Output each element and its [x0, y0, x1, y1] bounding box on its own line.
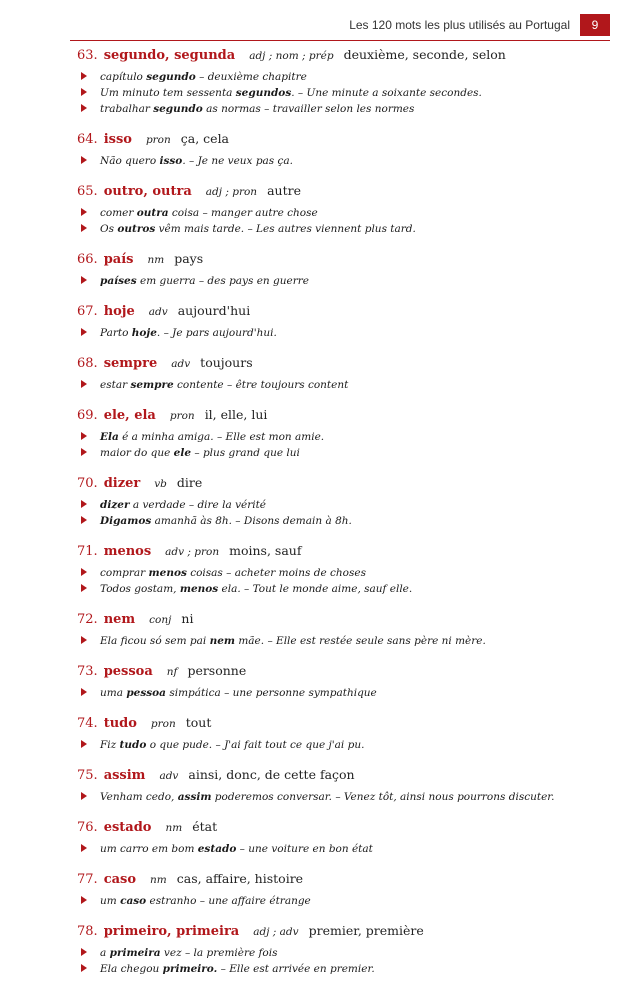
entry-headword-line — [77, 611, 597, 635]
vocab-entry — [77, 923, 597, 979]
entry-number: 70. — [77, 476, 98, 491]
example-segment: Não quero — [100, 155, 160, 167]
bullet-arrow-icon — [81, 448, 87, 456]
example-text — [100, 499, 266, 511]
entry-number: 76. — [77, 820, 98, 835]
example-segment: Venham cedo, — [100, 791, 178, 803]
entry-headword-line — [77, 543, 597, 567]
bullet-arrow-icon — [81, 636, 87, 644]
entry-number: 75. — [77, 768, 98, 783]
entry-headword-line — [77, 819, 597, 843]
example-line — [81, 843, 597, 859]
example-keyword: segundo — [146, 71, 196, 83]
entry-headword-line — [77, 767, 597, 791]
part-of-speech: adv — [159, 770, 179, 782]
vocab-entry — [77, 715, 597, 755]
translation: moins, sauf — [229, 543, 302, 558]
example-segment: coisa – manger autre chose — [168, 207, 318, 219]
translation: ainsi, donc, de cette façon — [188, 767, 355, 782]
headword: isso — [103, 132, 132, 147]
example-segment: Todos gostam, — [100, 583, 180, 595]
example-segment: . – Je pars aujourd'hui. — [156, 327, 277, 339]
page-number: 9 — [580, 14, 610, 36]
example-segment: maior do que — [100, 447, 174, 459]
example-keyword: outros — [117, 223, 156, 235]
entry-number: 71. — [77, 544, 98, 559]
example-keyword: menos — [148, 567, 187, 579]
entry-headword-line — [77, 663, 597, 687]
example-segment: simpática – une personne sympathique — [165, 687, 377, 699]
vocab-entry — [77, 183, 597, 239]
entry-number: 65. — [77, 184, 98, 199]
translation: ni — [181, 611, 194, 626]
example-line — [81, 895, 597, 911]
example-segment: – plus grand que lui — [191, 447, 300, 459]
translation: aujourd'hui — [177, 303, 251, 318]
example-text — [100, 431, 324, 443]
example-keyword: isso — [159, 155, 183, 167]
example-keyword: caso — [120, 895, 147, 907]
bullet-arrow-icon — [81, 72, 87, 80]
example-line — [81, 583, 597, 599]
example-line — [81, 947, 597, 963]
example-keyword: tudo — [119, 739, 147, 751]
page-header — [0, 14, 638, 36]
bullet-arrow-icon — [81, 500, 87, 508]
bullet-arrow-icon — [81, 844, 87, 852]
example-text — [100, 739, 364, 751]
part-of-speech: nf — [166, 666, 178, 678]
bullet-arrow-icon — [81, 380, 87, 388]
entry-headword-line — [77, 407, 597, 431]
vocab-entry — [77, 303, 597, 343]
example-keyword: dizer — [100, 499, 130, 511]
headword: dizer — [103, 476, 141, 491]
example-text — [100, 103, 414, 115]
example-line — [81, 515, 597, 531]
bullet-arrow-icon — [81, 224, 87, 232]
translation: état — [192, 819, 218, 834]
bullet-arrow-icon — [81, 104, 87, 112]
example-segment: poderemos conversar. – Venez tôt, ainsi nous pourrons discuter. — [211, 791, 555, 803]
entry-headword-line — [77, 355, 597, 379]
translation: premier, première — [308, 923, 424, 938]
example-text — [100, 963, 375, 975]
example-segment: comprar — [100, 567, 149, 579]
headword: ele, ela — [103, 408, 156, 423]
entry-headword-line — [77, 251, 597, 275]
headword: sempre — [103, 356, 158, 371]
vocab-entry — [77, 819, 597, 859]
translation: autre — [267, 183, 301, 198]
example-segment: ela. – Tout le monde aime, sauf elle. — [218, 583, 413, 595]
part-of-speech: adj ; nom ; prép — [249, 50, 334, 62]
example-text — [100, 447, 300, 459]
example-segment: . – Une minute a soixante secondes. — [291, 87, 482, 99]
example-keyword: nem — [209, 635, 235, 647]
vocab-entry — [77, 475, 597, 531]
vocab-entry — [77, 611, 597, 651]
entry-headword-line — [77, 871, 597, 895]
example-text — [100, 379, 348, 391]
entry-headword-line — [77, 183, 597, 207]
part-of-speech: vb — [154, 478, 167, 490]
vocab-entry — [77, 355, 597, 395]
bullet-arrow-icon — [81, 516, 87, 524]
example-text — [100, 71, 307, 83]
entry-headword-line — [77, 47, 597, 71]
example-segment: vez – la première fois — [160, 947, 278, 959]
example-keyword: menos — [179, 583, 219, 595]
bullet-arrow-icon — [81, 792, 87, 800]
entry-number: 78. — [77, 924, 98, 939]
bullet-arrow-icon — [81, 948, 87, 956]
translation: tout — [185, 715, 212, 730]
headword: tudo — [103, 716, 137, 731]
translation: ça, cela — [180, 131, 230, 146]
bullet-arrow-icon — [81, 740, 87, 748]
translation: toujours — [200, 355, 253, 370]
bullet-arrow-icon — [81, 276, 87, 284]
example-keyword: primeira — [109, 947, 161, 959]
part-of-speech: adj ; adv — [253, 926, 299, 938]
example-keyword: pessoa — [126, 687, 166, 699]
example-text — [100, 207, 318, 219]
example-line — [81, 379, 597, 395]
example-segment: contente – être toujours content — [173, 379, 349, 391]
bullet-arrow-icon — [81, 328, 87, 336]
example-segment: – une voiture en bon état — [236, 843, 373, 855]
running-title: Les 120 mots les plus utilisés au Portugal — [349, 18, 570, 32]
translation: deuxième, seconde, selon — [343, 47, 506, 62]
translation: pays — [174, 251, 204, 266]
example-text — [100, 635, 486, 647]
headword: país — [103, 252, 134, 267]
entry-headword-line — [77, 475, 597, 499]
headword: hoje — [103, 304, 135, 319]
example-text — [100, 87, 482, 99]
headword: assim — [103, 768, 146, 783]
example-text — [100, 583, 412, 595]
entry-number: 66. — [77, 252, 98, 267]
example-segment: Parto — [100, 327, 132, 339]
example-segment: um — [100, 895, 121, 907]
headword: nem — [103, 612, 136, 627]
example-keyword: assim — [177, 791, 212, 803]
entry-headword-line — [77, 923, 597, 947]
example-segment: uma — [100, 687, 127, 699]
example-line — [81, 87, 597, 103]
example-line — [81, 739, 597, 755]
entry-number: 73. — [77, 664, 98, 679]
vocab-entry — [77, 663, 597, 703]
part-of-speech: adv ; pron — [165, 546, 220, 558]
example-segment: amanhã às 8h. – Disons demain à 8h. — [151, 515, 352, 527]
example-segment: a — [100, 947, 110, 959]
part-of-speech: nm — [147, 254, 165, 266]
vocab-entry — [77, 407, 597, 463]
example-line — [81, 963, 597, 979]
headword: pessoa — [103, 664, 153, 679]
translation: dire — [176, 475, 203, 490]
example-line — [81, 327, 597, 343]
example-text — [100, 791, 554, 803]
example-segment: um carro em bom — [100, 843, 198, 855]
headword: primeiro, primeira — [103, 924, 240, 939]
example-line — [81, 431, 597, 447]
example-line — [81, 155, 597, 171]
part-of-speech: nm — [165, 822, 183, 834]
example-line — [81, 103, 597, 119]
bullet-arrow-icon — [81, 568, 87, 576]
example-segment: mãe. – Elle est restée seule sans père ni mère. — [235, 635, 486, 647]
example-segment: Ela chegou — [100, 963, 163, 975]
example-keyword: primeiro. — [162, 963, 218, 975]
part-of-speech: pron — [145, 134, 171, 146]
entry-headword-line — [77, 131, 597, 155]
example-line — [81, 687, 597, 703]
example-segment: Fiz — [100, 739, 120, 751]
part-of-speech: adv — [148, 306, 168, 318]
example-segment: é a minha amiga. – Elle est mon amie. — [118, 431, 325, 443]
entry-number: 68. — [77, 356, 98, 371]
bullet-arrow-icon — [81, 208, 87, 216]
headword: menos — [103, 544, 152, 559]
example-keyword: segundo — [153, 103, 203, 115]
headword: outro, outra — [103, 184, 192, 199]
example-text — [100, 515, 352, 527]
example-keyword: Digamos — [100, 515, 152, 527]
part-of-speech: conj — [149, 614, 172, 626]
example-segment: capítulo — [100, 71, 147, 83]
part-of-speech: pron — [169, 410, 195, 422]
vocab-entry — [77, 767, 597, 807]
example-segment: as normas – travailler selon les normes — [202, 103, 415, 115]
headword: caso — [103, 872, 137, 887]
example-segment: Um minuto tem sessenta — [100, 87, 236, 99]
entry-number: 77. — [77, 872, 98, 887]
example-keyword: outra — [136, 207, 169, 219]
example-line — [81, 223, 597, 239]
vocab-entry — [77, 251, 597, 291]
part-of-speech: adj ; pron — [205, 186, 258, 198]
example-line — [81, 791, 597, 807]
example-text — [100, 155, 293, 167]
example-keyword: estado — [197, 843, 237, 855]
example-line — [81, 71, 597, 87]
part-of-speech: nm — [150, 874, 167, 886]
example-keyword: ele — [173, 447, 192, 459]
example-keyword: sempre — [130, 379, 174, 391]
bullet-arrow-icon — [81, 156, 87, 164]
translation: personne — [187, 663, 247, 678]
example-line — [81, 635, 597, 651]
entry-number: 64. — [77, 132, 98, 147]
translation: il, elle, lui — [204, 407, 268, 422]
example-line — [81, 447, 597, 463]
bullet-arrow-icon — [81, 88, 87, 96]
headword: segundo, segunda — [103, 48, 236, 63]
vocab-entry — [77, 47, 597, 119]
example-line — [81, 275, 597, 291]
example-line — [81, 499, 597, 515]
example-text — [100, 567, 366, 579]
example-segment: – Elle est arrivée en premier. — [217, 963, 375, 975]
entry-headword-line — [77, 715, 597, 739]
translation: cas, affaire, histoire — [176, 871, 304, 886]
example-segment: estranho – une affaire étrange — [146, 895, 311, 907]
part-of-speech: adv — [171, 358, 191, 370]
bullet-arrow-icon — [81, 688, 87, 696]
bullet-arrow-icon — [81, 964, 87, 972]
example-text — [100, 327, 277, 339]
example-segment: a verdade – dire la vérité — [129, 499, 267, 511]
example-segment: estar — [100, 379, 131, 391]
example-line — [81, 207, 597, 223]
example-keyword: Ela — [100, 431, 119, 443]
entry-number: 72. — [77, 612, 98, 627]
headword: estado — [103, 820, 152, 835]
example-keyword: países — [100, 275, 137, 287]
example-text — [100, 223, 416, 235]
vocab-entry — [77, 131, 597, 171]
example-segment: – deuxième chapitre — [195, 71, 307, 83]
bullet-arrow-icon — [81, 432, 87, 440]
entry-number: 69. — [77, 408, 98, 423]
example-text — [100, 895, 311, 907]
example-segment: . – Je ne veux pas ça. — [182, 155, 294, 167]
vocabulary-list — [77, 47, 597, 991]
example-segment: coisas – acheter moins de choses — [186, 567, 366, 579]
entry-number: 74. — [77, 716, 98, 731]
vocab-entry — [77, 543, 597, 599]
entry-number: 63. — [77, 48, 98, 63]
vocab-entry — [77, 871, 597, 911]
entry-number: 67. — [77, 304, 98, 319]
example-text — [100, 275, 309, 287]
example-line — [81, 567, 597, 583]
example-segment: comer — [100, 207, 137, 219]
example-keyword: hoje — [131, 327, 157, 339]
example-segment: Ela ficou só sem pai — [100, 635, 210, 647]
example-text — [100, 947, 278, 959]
example-segment: trabalhar — [100, 103, 154, 115]
example-text — [100, 687, 377, 699]
example-segment: Os — [100, 223, 118, 235]
example-keyword: segundos — [235, 87, 292, 99]
part-of-speech: pron — [150, 718, 176, 730]
example-segment: em guerra – des pays en guerre — [136, 275, 309, 287]
header-rule — [70, 40, 610, 41]
example-segment: o que pude. – J'ai fait tout ce que j'ai pu. — [146, 739, 365, 751]
example-text — [100, 843, 373, 855]
bullet-arrow-icon — [81, 584, 87, 592]
example-segment: vêm mais tarde. – Les autres viennent plus tard. — [155, 223, 416, 235]
entry-headword-line — [77, 303, 597, 327]
